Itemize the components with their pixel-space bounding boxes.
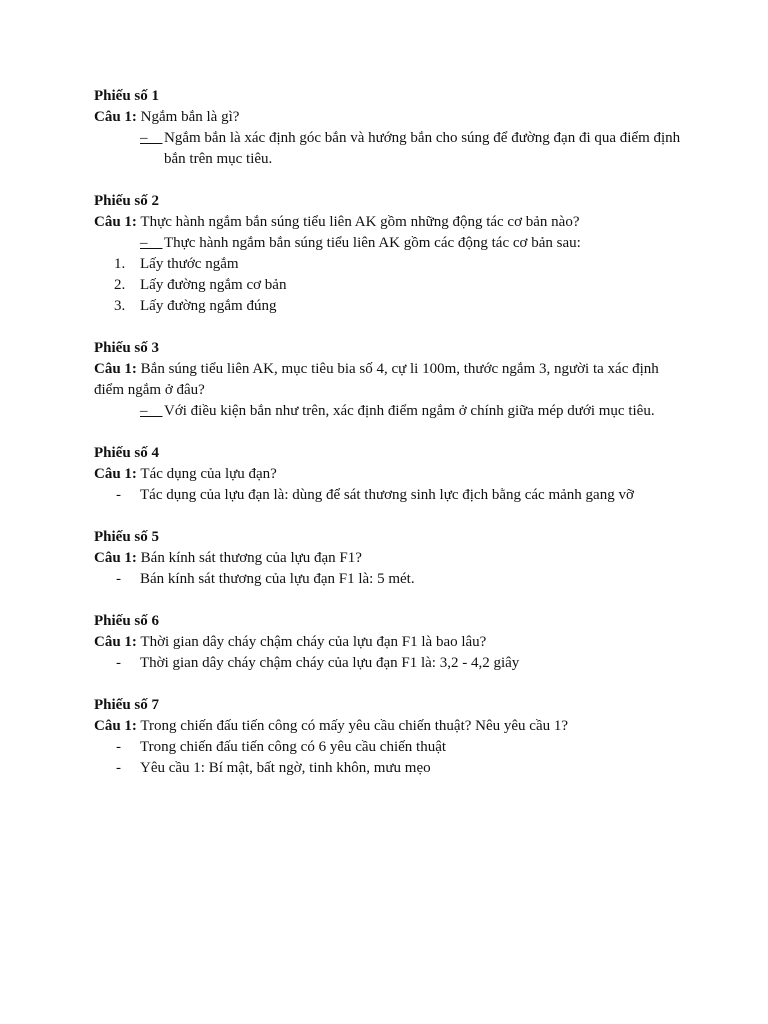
document-content xyxy=(94,86,684,800)
bullet-mark: - xyxy=(116,739,121,755)
answer-text: Ngắm bắn là xác định góc bắn và hướng bắn cho súng để đường đạn đi qua điểm định bắn trên mục tiêu. xyxy=(164,130,681,167)
dash-mark: – xyxy=(140,130,148,146)
answer xyxy=(94,401,684,422)
sheet-title: Phiếu số 6 xyxy=(94,613,160,629)
sheet-7 xyxy=(94,695,684,779)
question-label: Câu 1: xyxy=(94,361,137,377)
list-number: 1. xyxy=(114,256,126,272)
dash-mark: – xyxy=(140,403,148,419)
question-text: Trong chiến đấu tiến công có mấy yêu cầu chiến thuật? Nêu yêu cầu 1? xyxy=(136,718,569,734)
question xyxy=(94,107,684,128)
sheet-title: Phiếu số 4 xyxy=(94,445,160,461)
question xyxy=(94,548,684,569)
bullet-text: Tác dụng của lựu đạn là: dùng để sát thương sinh lực địch bằng các mảnh gang vỡ xyxy=(140,487,634,503)
sheet-5 xyxy=(94,527,684,590)
sheet-title: Phiếu số 3 xyxy=(94,340,160,356)
answer-text: Với điều kiện bắn như trên, xác định điểm ngắm ở chính giữa mép dưới mục tiêu. xyxy=(164,403,655,419)
sheet-title: Phiếu số 7 xyxy=(94,697,160,713)
question xyxy=(94,464,684,485)
sheet-1 xyxy=(94,86,684,170)
dash-mark: – xyxy=(140,235,148,251)
question-text: Thực hành ngắm bắn súng tiểu liên AK gồm những động tác cơ bản nào? xyxy=(136,214,580,230)
question xyxy=(94,716,684,737)
sheet-title: Phiếu số 1 xyxy=(94,88,160,104)
bullet-item xyxy=(94,758,684,779)
bullet-item xyxy=(94,737,684,758)
list-item xyxy=(94,296,684,317)
answer xyxy=(94,128,684,170)
sheet-6 xyxy=(94,611,684,674)
question-label: Câu 1: xyxy=(94,214,137,230)
bullet-item xyxy=(94,653,684,674)
question-label: Câu 1: xyxy=(94,718,137,734)
bullet-text: Trong chiến đấu tiến công có 6 yêu cầu chiến thuật xyxy=(140,739,447,755)
answer-text: Thực hành ngắm bắn súng tiểu liên AK gồm các động tác cơ bản sau: xyxy=(164,235,581,251)
question xyxy=(94,212,684,233)
bullet-mark: - xyxy=(116,655,121,671)
question-text: Tác dụng của lựu đạn? xyxy=(136,466,277,482)
question-label: Câu 1: xyxy=(94,109,137,125)
sheet-title: Phiếu số 2 xyxy=(94,193,160,209)
bullet-mark: - xyxy=(116,571,121,587)
question xyxy=(94,632,684,653)
question-text: Bắn súng tiểu liên AK, mục tiêu bia số 4, cự li 100m, thước ngắm 3, người ta xác định điểm ngắm ở đâu? xyxy=(94,361,659,398)
question-label: Câu 1: xyxy=(94,466,137,482)
question-text: Ngắm bắn là gì? xyxy=(136,109,240,125)
list-item xyxy=(94,254,684,275)
sheet-2 xyxy=(94,191,684,317)
question-text: Thời gian dây cháy chậm cháy của lựu đạn F1 là bao lâu? xyxy=(136,634,487,650)
list-number: 3. xyxy=(114,298,126,314)
bullet-text: Bán kính sát thương của lựu đạn F1 là: 5 mét. xyxy=(140,571,415,587)
list-text: Lấy đường ngắm đúng xyxy=(140,298,277,314)
sheet-4 xyxy=(94,443,684,506)
bullet-mark: - xyxy=(116,487,121,503)
question-text: Bán kính sát thương của lựu đạn F1? xyxy=(136,550,362,566)
answer xyxy=(94,233,684,254)
bullet-text: Thời gian dây cháy chậm cháy của lựu đạn F1 là: 3,2 - 4,2 giây xyxy=(140,655,520,671)
list-text: Lấy đường ngắm cơ bản xyxy=(140,277,287,293)
question xyxy=(94,359,684,401)
question-label: Câu 1: xyxy=(94,550,137,566)
list-number: 2. xyxy=(114,277,126,293)
bullet-text: Yêu cầu 1: Bí mật, bất ngờ, tinh khôn, mưu mẹo xyxy=(140,760,431,776)
bullet-item xyxy=(94,569,684,590)
list-text: Lấy thước ngắm xyxy=(140,256,239,272)
sheet-3 xyxy=(94,338,684,422)
sheet-title: Phiếu số 5 xyxy=(94,529,160,545)
bullet-item xyxy=(94,485,684,506)
question-label: Câu 1: xyxy=(94,634,137,650)
list-item xyxy=(94,275,684,296)
bullet-mark: - xyxy=(116,760,121,776)
